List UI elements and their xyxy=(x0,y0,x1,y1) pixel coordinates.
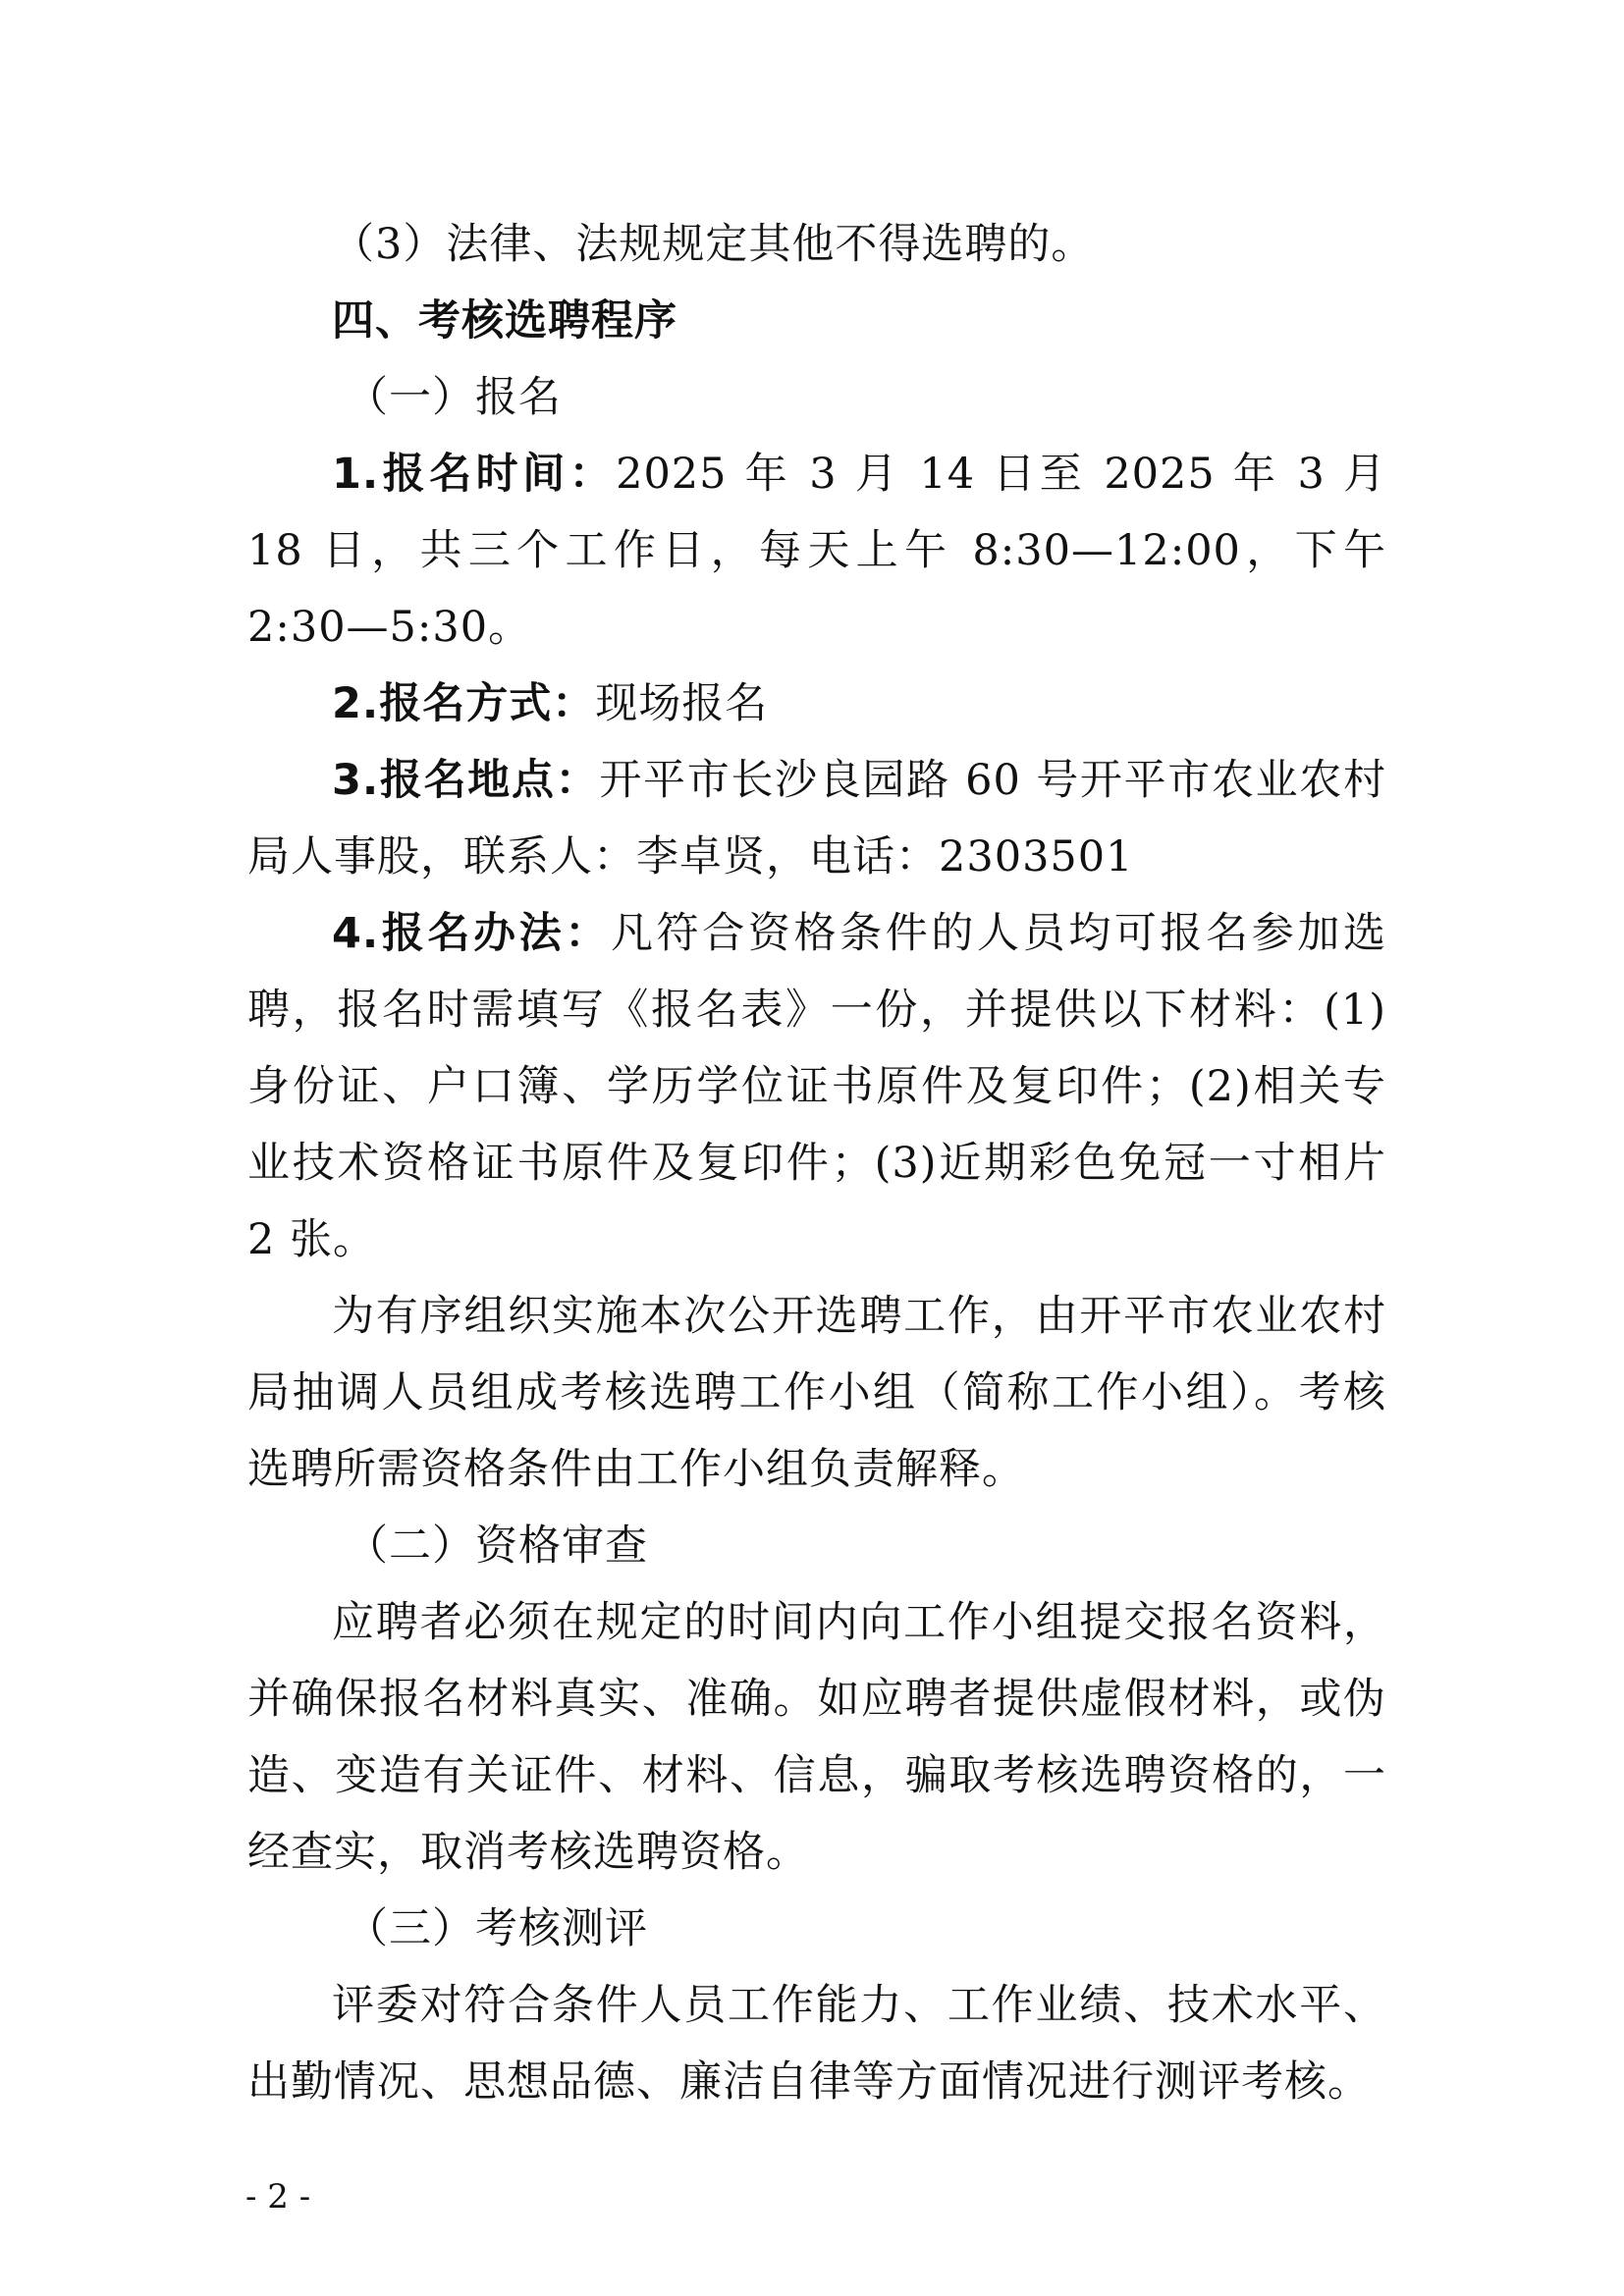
registration-time-text: 2025 年 3 月 14 日至 2025 年 3 月 18 日，共三个工作日，每天上午 8:30—12:00，下午 2:30—5:30。 xyxy=(247,450,1387,652)
paragraph-assessment: 评委对符合条件人员工作能力、工作业绩、技术水平、出勤情况、思想品德、廉洁自律等方面情况进行测评考核。 xyxy=(247,1981,1386,2107)
registration-method-label: 2.报名方式： xyxy=(332,679,596,728)
registration-method-text: 现场报名 xyxy=(595,679,769,728)
registration-method-item xyxy=(247,666,1386,742)
registration-location-text: 开平市长沙良园路 60 号开平市农业农村局人事股，联系人：李卓贤，电话：2303501 xyxy=(247,756,1386,881)
section-heading-procedure: 四、考核选聘程序 xyxy=(332,296,677,346)
registration-location-label: 3.报名地点： xyxy=(332,756,600,805)
registration-location-item xyxy=(247,742,1386,895)
subsection-heading-registration: （一）报名 xyxy=(346,373,562,422)
paragraph-qualification-review: 应聘者必须在规定的时间内向工作小组提交报名资料，并确保报名材料真实、准确。如应聘者提供虚假材料，或伪造、变造有关证件、材料、信息，骗取考核选聘资格的，一经查实，取消考核选聘资格。 xyxy=(247,1598,1386,1877)
registration-procedure-text: 凡符合资格条件的人员均可报名参加选聘，报名时需填写《报名表》一份，并提供以下材料：(1)身份证、户口簿、学历学位证书原件及复印件；(2)相关专业技术资格证书原件及复印件；(3)近期彩色免冠一寸相片 2 张。 xyxy=(247,909,1386,1264)
subsection-heading-qualification-review: （二）资格审查 xyxy=(346,1522,648,1571)
registration-time-label: 1.报名时间： xyxy=(332,450,617,499)
paragraph-law-clause: （3）法律、法规规定其他不得选聘的。 xyxy=(332,220,1095,269)
subsection-heading-assessment: （三）考核测评 xyxy=(346,1904,648,1953)
registration-procedure-label: 4.报名办法： xyxy=(332,909,611,958)
page-number: - 2 - xyxy=(245,2177,311,2216)
registration-time-item xyxy=(247,436,1386,666)
paragraph-work-group: 为有序组织实施本次公开选聘工作，由开平市农业农村局抽调人员组成考核选聘工作小组（简称工作小组）。考核选聘所需资格条件由工作小组负责解释。 xyxy=(247,1292,1386,1494)
document-body xyxy=(247,206,1386,2120)
registration-procedure-item xyxy=(247,895,1386,1278)
